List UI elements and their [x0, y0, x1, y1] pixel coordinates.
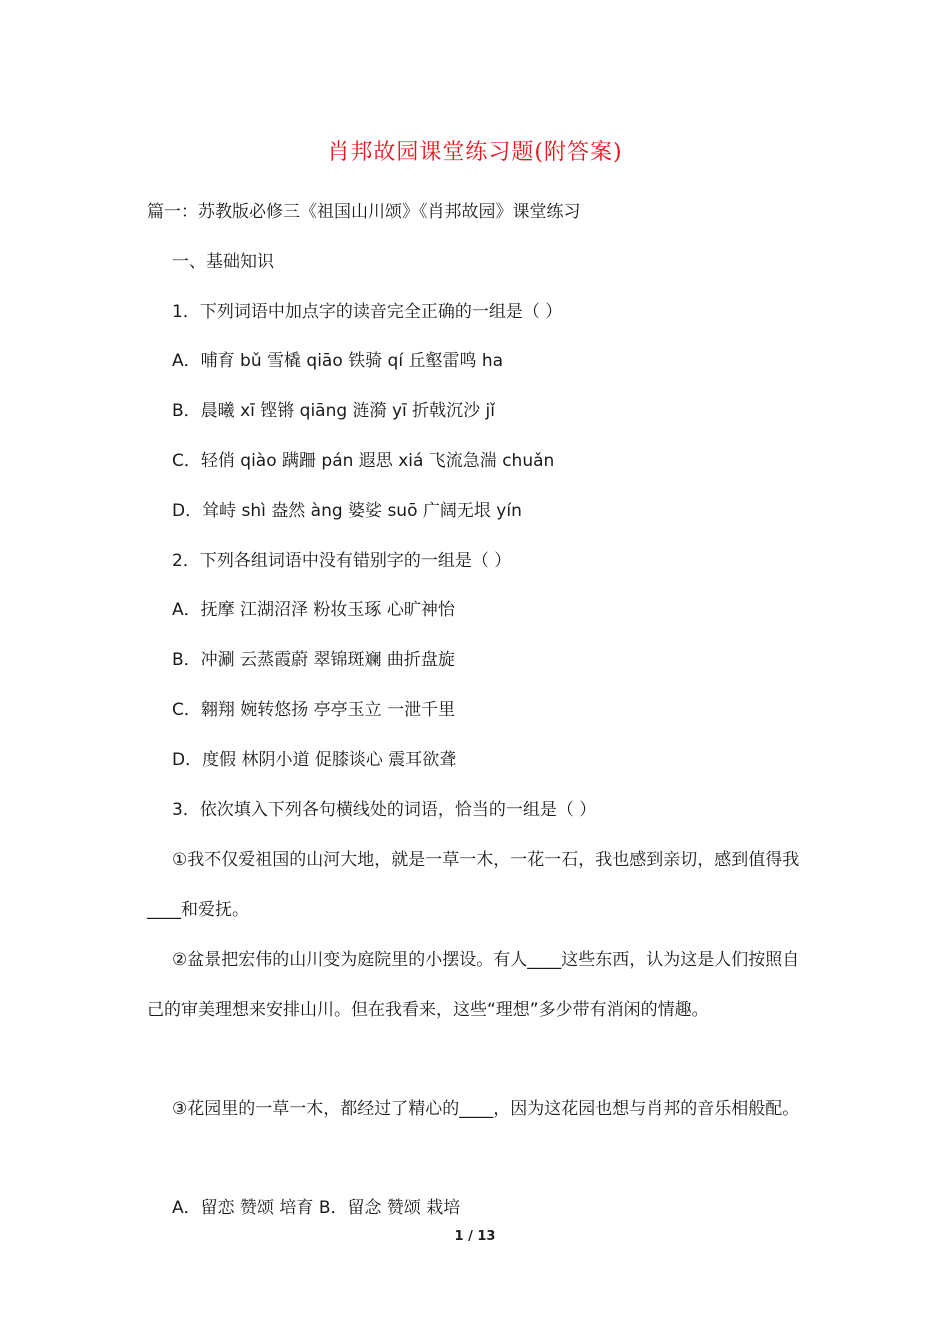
question-1-option-c: C．轻俏 qiào 蹒跚 pán 遐思 xiá 飞流急湍 chuǎn: [172, 451, 555, 471]
question-1-option-d: D．耸峙 shì 盎然 àng 婆娑 suō 广阔无垠 yín: [172, 501, 522, 521]
question-1-option-b: B．晨曦 xī 铿锵 qiāng 涟漪 yī 折戟沉沙 jǐ: [172, 401, 495, 421]
question-3-stem: 3．依次填入下列各句横线处的词语，恰当的一组是（ ）: [172, 800, 597, 820]
question-3-sentence-1: ①我不仅爱祖国的山河大地，就是一草一木，一花一石，我也感到亲切，感到值得我____和爱抚。: [147, 850, 800, 920]
question-2-option-d: D．度假 林阴小道 促膝谈心 震耳欲聋: [172, 750, 457, 770]
question-2-option-a: A．抚摩 江湖沼泽 粉妆玉琢 心旷神怡: [172, 600, 455, 620]
question-2-option-b: B．冲涮 云蒸霞蔚 翠锦斑斓 曲折盘旋: [172, 650, 455, 670]
question-3-options-ab: A．留恋 赞颂 培育 B．留念 赞颂 栽培: [172, 1198, 461, 1218]
question-3-sentence-2: ②盆景把宏伟的山川变为庭院里的小摆设。有人____这些东西，认为这是人们按照自己的审美理想来安排山川。但在我看来，这些“理想”多少带有消闲的情趣。: [147, 950, 800, 1020]
question-1-option-a: A．哺育 bǔ 雪橇 qiāo 铁骑 qí 丘壑雷鸣 ha: [172, 351, 504, 371]
question-2-option-c: C．翱翔 婉转悠扬 亭亭玉立 一泄千里: [172, 700, 456, 720]
document-title: 肖邦故园课堂练习题(附答案): [327, 140, 623, 165]
question-2-stem: 2．下列各组词语中没有错别字的一组是（ ）: [172, 551, 512, 571]
section-heading: 篇一：苏教版必修三《祖国山川颂》《肖邦故园》课堂练习: [147, 202, 581, 222]
question-3-sentence-3: ③花园里的一草一木，都经过了精心的____，因为这花园也想与肖邦的音乐相般配。: [172, 1099, 800, 1119]
question-1-stem: 1．下列词语中加点字的读音完全正确的一组是（ ）: [172, 302, 563, 322]
page-indicator: 1 / 13: [454, 1229, 496, 1244]
part-heading: 一、基础知识: [172, 252, 274, 272]
